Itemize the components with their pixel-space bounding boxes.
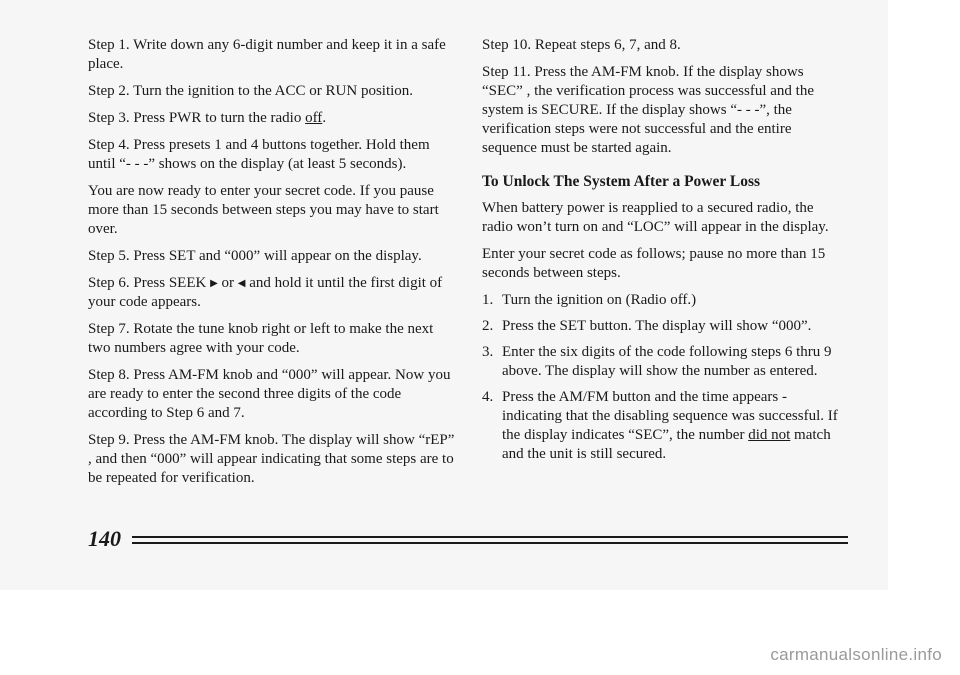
step-6: [88, 274, 458, 312]
step-3-text: Step 3. Press PWR to turn the radio: [88, 110, 306, 126]
list-number: 1.: [482, 292, 494, 308]
left-triangle-icon: ◀: [237, 278, 246, 289]
step-3-end: .: [322, 110, 327, 126]
watermark: carmanualsonline.info: [770, 645, 942, 664]
page-footer: [88, 525, 848, 555]
step-2: Step 2. Turn the ignition to the ACC or RUN position.: [88, 83, 414, 99]
step-6-rest: and hold it until the first digit of your code appears.: [88, 275, 443, 310]
enter-code-text: Enter your secret code as follows; pause no more than 15 seconds between steps.: [482, 246, 826, 281]
right-triangle-icon: ▶: [210, 278, 218, 289]
list-item: [482, 388, 842, 464]
step-10: Step 10. Repeat steps 6, 7, and 8.: [482, 37, 681, 53]
right-column: [482, 36, 842, 472]
footer-rule: [132, 536, 848, 538]
left-column: [88, 36, 458, 496]
list-text-underlined: did not: [748, 427, 791, 443]
step-7: Step 7. Rotate the tune knob right or left to make the next two numbers agree with your code.: [88, 321, 434, 356]
step-6-text: Step 6. Press SEEK: [88, 275, 211, 291]
list-number: 3.: [482, 344, 494, 360]
list-text: Press the AM/FM button and the time appears - indicating that the disabling sequence was successful. If the display indicates “SEC”, the number: [502, 389, 838, 443]
page-number: 140: [88, 526, 121, 551]
ready-note: You are now ready to enter your secret code. If you pause more than 15 seconds between steps you may have to start over.: [88, 183, 439, 237]
list-text: Enter the six digits of the code following steps 6 thru 9 above. The display will show the number as entered.: [502, 344, 832, 379]
step-9: Step 9. Press the AM-FM knob. The display will show “rEP” , and then “000” will appear indicating that some steps are to be repeated for verification.: [88, 432, 455, 486]
power-loss-text: When battery power is reapplied to a secured radio, the radio won’t turn on and “LOC” will appear in the display.: [482, 200, 829, 235]
footer-rule: [132, 542, 848, 544]
list-number: 2.: [482, 318, 494, 334]
step-5: Step 5. Press SET and “000” will appear on the display.: [88, 248, 422, 264]
list-text: Turn the ignition on (Radio off.): [502, 292, 697, 308]
step-3-underlined: off: [305, 110, 323, 126]
step-3: [88, 109, 458, 128]
list-item: [482, 291, 842, 310]
list-item: [482, 343, 842, 381]
section-heading: To Unlock The System After a Power Loss: [482, 173, 761, 190]
list-number: 4.: [482, 389, 494, 405]
step-8: Step 8. Press AM-FM knob and “000” will appear. Now you are ready to enter the second three digits of the code according to Step 6 and 7.: [88, 367, 451, 421]
list-text: Press the SET button. The display will show “000”.: [502, 318, 812, 334]
step-6-or: or: [217, 275, 238, 291]
list-text-end: match and the unit is still secured.: [502, 427, 831, 462]
list-item: [482, 317, 842, 336]
step-4: Step 4. Press presets 1 and 4 buttons together. Hold them until “- - -” shows on the display (at least 5 seconds).: [88, 137, 430, 172]
step-11: Step 11. Press the AM-FM knob. If the display shows “SEC” , the verification process was successful and the system is SECURE. If the display shows “- - -”, the verification steps were not successful and the entire sequence must be started again.: [482, 64, 814, 156]
unlock-steps-list: [482, 291, 842, 464]
step-1: Step 1. Write down any 6-digit number and keep it in a safe place.: [88, 37, 446, 72]
